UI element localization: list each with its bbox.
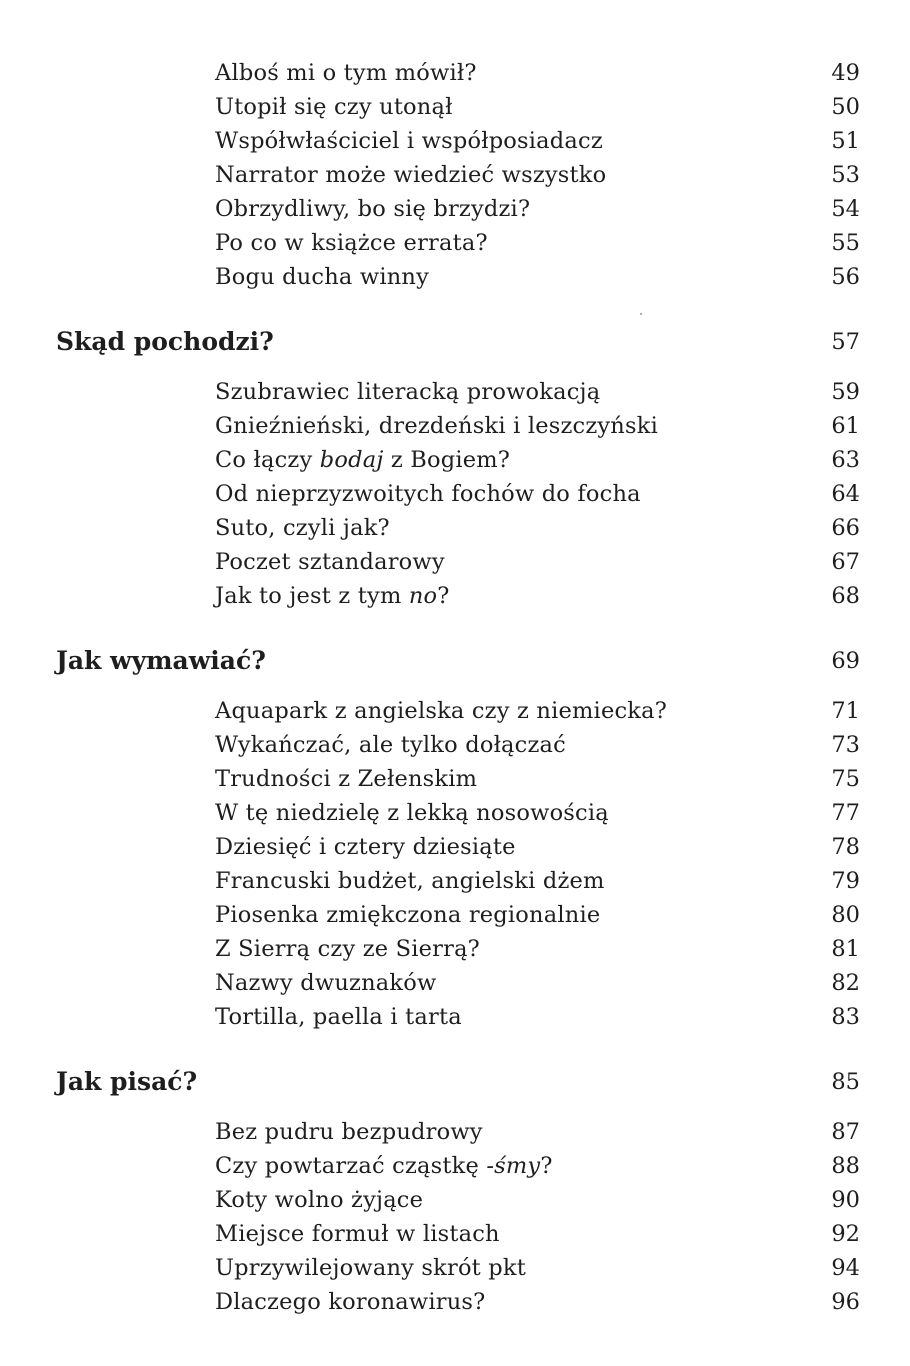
entry-title-text: Trudności z Zełenskim (215, 766, 478, 792)
toc-entry (0, 1183, 910, 1217)
toc-entry (0, 545, 910, 579)
entry-title (215, 192, 530, 226)
entry-title (215, 694, 667, 728)
toc-entry (0, 1000, 910, 1034)
section-title: Jak pisać? (56, 1067, 198, 1096)
entry-page-number: 80 (831, 902, 860, 928)
entry-title (215, 226, 488, 260)
entry-page-number: 64 (831, 481, 860, 507)
entry-title (215, 545, 445, 579)
entry-title-text: Obrzydliwy, bo się brzydzi? (215, 196, 531, 222)
section-heading (0, 1065, 910, 1099)
toc-entry (0, 477, 910, 511)
entry-page-number: 77 (831, 800, 860, 826)
entry-title (215, 796, 609, 830)
entry-page-number: 92 (831, 1221, 860, 1247)
toc-entry (0, 864, 910, 898)
entry-title-text: Od nieprzyzwoitych fochów do focha (215, 481, 641, 507)
entry-title (215, 56, 477, 90)
entry-title-text: Piosenka zmiękczona regionalnie (215, 902, 601, 928)
toc-entry (0, 124, 910, 158)
section-title: Skąd pochodzi? (56, 327, 274, 356)
entry-title-text: Po co w książce errata? (215, 230, 488, 256)
entry-page-number: 55 (831, 230, 860, 256)
toc-entry (0, 158, 910, 192)
toc-entry (0, 932, 910, 966)
entry-page-number: 50 (831, 94, 860, 120)
entry-page-number: 96 (831, 1289, 860, 1315)
entry-title-italic: -śmy (486, 1153, 541, 1179)
entry-title-text: Wykańczać, ale tylko dołączać (215, 732, 566, 758)
entry-title-text: Suto, czyli jak? (215, 515, 390, 541)
entry-title (215, 260, 429, 294)
entry-title-text: Miejsce formuł w listach (215, 1221, 500, 1247)
entry-title (215, 511, 390, 545)
entry-page-number: 73 (831, 732, 860, 758)
entry-title (215, 1285, 485, 1319)
entry-title (215, 1149, 553, 1183)
entry-title (215, 1000, 462, 1034)
entry-title-text: Aquapark z angielska czy z niemiecka? (215, 698, 667, 724)
entry-title-text: Gnieźnieński, drezdeński i leszczyński (215, 413, 658, 439)
entry-title-text: Czy powtarzać cząstkę (215, 1153, 487, 1179)
entry-title-text: ? (540, 1153, 553, 1179)
section-page-number: 85 (831, 1069, 860, 1095)
toc-entry (0, 796, 910, 830)
entry-title-text: Alboś mi o tym mówił? (215, 60, 477, 86)
entry-title-text: Narrator może wiedzieć wszystko (215, 162, 607, 188)
entry-page-number: 59 (831, 379, 860, 405)
entry-title (215, 864, 605, 898)
entry-page-number: 79 (831, 868, 860, 894)
toc-entry (0, 966, 910, 1000)
toc-entry (0, 1251, 910, 1285)
toc-entry (0, 226, 910, 260)
toc-entry (0, 409, 910, 443)
entry-page-number: 66 (831, 515, 860, 541)
entry-title-text: Koty wolno żyjące (215, 1187, 424, 1213)
entry-title-text: Utopił się czy utonął (215, 94, 453, 120)
entry-title (215, 966, 436, 1000)
toc-entry (0, 375, 910, 409)
entry-title (215, 898, 600, 932)
entry-page-number: 90 (831, 1187, 860, 1213)
entry-title (215, 1115, 483, 1149)
entry-page-number: 81 (831, 936, 860, 962)
entry-page-number: 94 (831, 1255, 860, 1281)
entry-title (215, 1183, 423, 1217)
entry-page-number: 83 (831, 1004, 860, 1030)
entry-title (215, 728, 566, 762)
toc-entry (0, 898, 910, 932)
entry-title-text: Poczet sztandarowy (215, 549, 445, 575)
toc-entry (0, 511, 910, 545)
entry-title (215, 579, 450, 613)
entry-page-number: 71 (831, 698, 860, 724)
entry-page-number: 82 (831, 970, 860, 996)
entry-title-text: Jak to jest z tym (215, 583, 409, 609)
entry-title-text: Bez pudru bezpudrowy (215, 1119, 483, 1145)
entry-title-text: Co łączy (215, 447, 320, 473)
entry-page-number: 67 (831, 549, 860, 575)
scan-speck (640, 313, 642, 315)
entry-title-text: Francuski budżet, angielski dżem (215, 868, 605, 894)
entry-page-number: 61 (831, 413, 860, 439)
entry-title (215, 1217, 500, 1251)
entry-page-number: 78 (831, 834, 860, 860)
entry-page-number: 51 (831, 128, 860, 154)
entry-page-number: 49 (831, 60, 860, 86)
entry-page-number: 54 (831, 196, 860, 222)
toc-entry (0, 90, 910, 124)
toc-entry (0, 1115, 910, 1149)
entry-title (215, 158, 606, 192)
entry-title-text: Uprzywilejowany skrót pkt (215, 1255, 526, 1281)
section-heading (0, 325, 910, 359)
section-page-number: 69 (831, 648, 860, 674)
section-heading (0, 644, 910, 678)
entry-title-text: Tortilla, paella i tarta (215, 1004, 462, 1030)
toc-entry (0, 260, 910, 294)
toc-entry (0, 830, 910, 864)
entry-title-italic: no (408, 583, 438, 609)
entry-title (215, 830, 516, 864)
entry-title-text: ? (437, 583, 450, 609)
entry-title (215, 375, 600, 409)
entry-page-number: 53 (831, 162, 860, 188)
entry-title (215, 932, 480, 966)
entry-title (215, 90, 453, 124)
entry-title-text: z Bogiem? (383, 447, 511, 473)
entry-page-number: 68 (831, 583, 860, 609)
toc-entry (0, 56, 910, 90)
entry-title-text: Dziesięć i cztery dziesiąte (215, 834, 516, 860)
entry-title (215, 124, 603, 158)
entry-page-number: 87 (831, 1119, 860, 1145)
entry-title-italic: bodaj (319, 447, 384, 473)
entry-title-text: Współwłaściciel i współposiadacz (215, 128, 603, 154)
toc-entry (0, 694, 910, 728)
toc-entry (0, 579, 910, 613)
entry-title-text: Z Sierrą czy ze Sierrą? (215, 936, 480, 962)
toc-entry (0, 728, 910, 762)
entry-page-number: 63 (831, 447, 860, 473)
toc-entry (0, 192, 910, 226)
entry-title-text: Nazwy dwuznaków (215, 970, 437, 996)
toc-entry (0, 1285, 910, 1319)
entry-title (215, 409, 658, 443)
entry-title-text: W tę niedzielę z lekką nosowością (215, 800, 609, 826)
entry-page-number: 88 (831, 1153, 860, 1179)
entry-page-number: 75 (831, 766, 860, 792)
toc-entry (0, 762, 910, 796)
entry-page-number: 56 (831, 264, 860, 290)
section-title: Jak wymawiać? (56, 646, 266, 675)
entry-title (215, 443, 510, 477)
entry-title (215, 1251, 526, 1285)
entry-title-text: Dlaczego koronawirus? (215, 1289, 486, 1315)
entry-title (215, 762, 477, 796)
entry-title (215, 477, 641, 511)
entry-title-text: Bogu ducha winny (215, 264, 430, 290)
entry-title-text: Szubrawiec literacką prowokacją (215, 379, 601, 405)
toc-entry (0, 1217, 910, 1251)
toc-entry (0, 1149, 910, 1183)
section-page-number: 57 (831, 329, 860, 355)
toc-entry (0, 443, 910, 477)
